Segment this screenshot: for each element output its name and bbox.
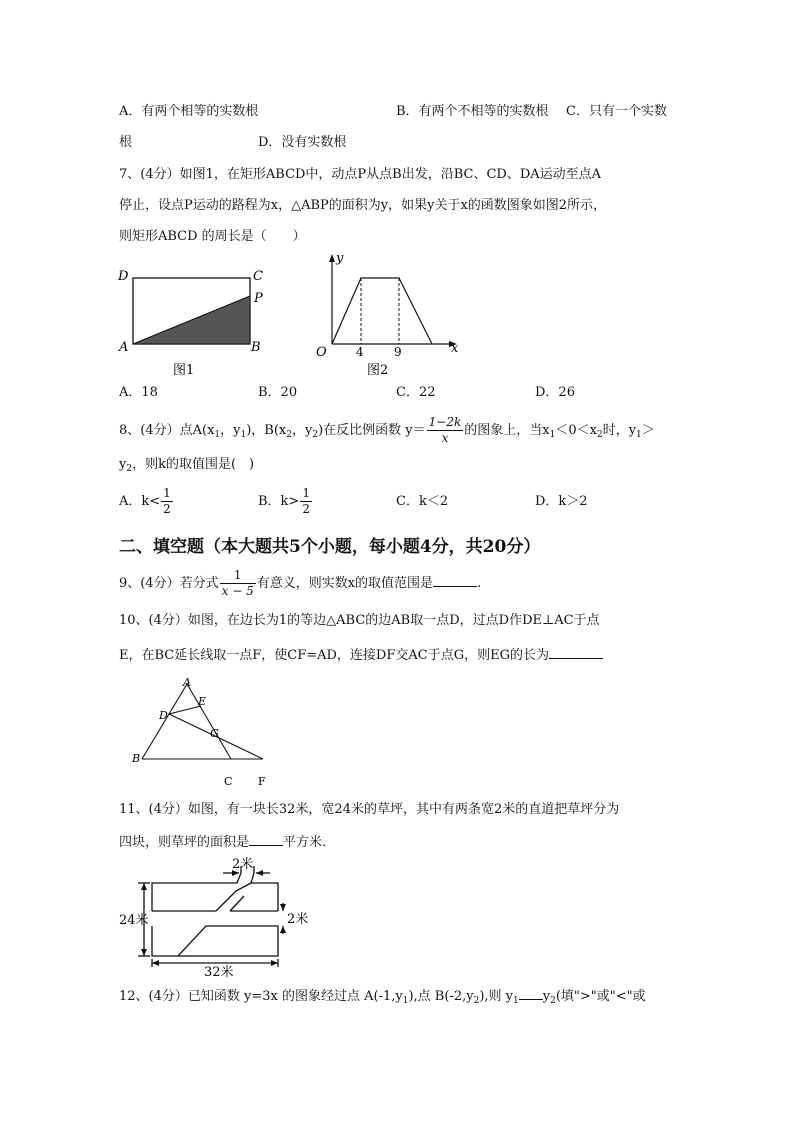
fig1-label-a: A [119,340,129,355]
fig1-caption: 图1 [173,363,195,378]
q6-option-b: B．有两个不相等的实数根 [396,104,549,119]
fig2-axis-x: x [451,341,459,356]
fig1-label-d: D [118,269,129,284]
q7-option-d: D．26 [535,385,575,400]
q8-line-2: $y_2$，则k的取值围是( ) [119,457,255,474]
q7-line-1: 7、(4分）如图1，在矩形ABCD中，动点P从点B出发，沿BC、CD、DA运动至点A [119,167,602,182]
q9-answer-blank[interactable] [433,574,477,587]
q8-option-d: D．k＞2 [535,494,588,509]
q10-label-a: A [183,676,191,689]
q10-triangle-figure [128,674,278,792]
q7-line-3: 则矩形ABCD 的周长是（ ） [119,229,306,244]
fig2-tick-4: 4 [356,345,364,359]
q6-option-c-cont: 根 [119,135,133,150]
q10-label-b: B [132,752,141,765]
q11-dim-left: 24米 [119,913,149,928]
q9-fraction: $\frac{1}{x - 5}$ [221,568,254,598]
q7-option-b: B．20 [258,385,298,400]
q7-option-a: A．18 [119,385,158,400]
q8-option-a: A．k< $\frac{1}{2}$ [119,486,171,516]
q8-option-c: C．k＜2 [396,494,449,509]
q10-line-2: E，在BC延长线取一点F，使CF=AD，连接DF交AC于点G，则EG的长为 [119,646,603,665]
q8-fraction: $\frac{1-2k}{x}$ [428,415,462,445]
fig1-label-p: P [254,291,263,306]
q12-line: 12、(4分）已知函数 y=3x 的图象经过点 $A(-1,y_1)$,点 $B(-2,y_2)$,则 $y_1$ $y_2$(填">"或"<"或 [119,989,646,1006]
fig2-tick-9: 9 [394,345,402,359]
q6-option-d: D．没有实数根 [258,135,347,150]
q10-label-d: D [159,709,168,722]
q11-line-2: 四块，则草坪的面积是 平方米． [119,835,336,850]
fig2-axis-y: y [336,251,344,266]
q10-label-e: E [198,695,207,708]
fig2-origin: O [316,345,327,360]
q11-line-1: 11、(4分）如图，有一块长32米，宽24米的草坪，其中有两条宽2米的直道把草坪分为 [119,802,620,817]
fig1-label-c: C [253,269,263,284]
q7-option-c: C．22 [396,385,436,400]
q8-option-b: B．k> $\frac{1}{2}$ [258,486,310,516]
q12-answer-blank[interactable] [519,987,543,1000]
q11-dim-right: 2米 [287,912,309,927]
q7-figure-1-rectangle [133,278,250,344]
q10-answer-blank[interactable] [549,646,603,659]
q10-label-c: C [224,775,233,788]
q10-label-f: F [258,775,266,788]
q7-line-2: 停止，设点P运动的路程为x，△ABP的面积为y，如果y关于x的函数图象如图2所示， [119,198,607,213]
q11-dim-top: 2米 [232,857,254,872]
q7-figure-2-graph [329,254,457,347]
q6-option-c: C．只有一个实数 [566,104,667,119]
q9-line: 9、(4分）若分式 $\frac{1}{x - 5}$ 有意义，则实数x的取值范围是 . [119,568,482,598]
fig1-label-b: B [251,340,261,355]
q11-lawn-figure [118,856,328,980]
section-2-heading: 二、填空题（本大题共5个小题，每小题4分，共20分） [119,537,541,557]
q11-dim-bottom: 32米 [204,965,234,980]
q7-figures [110,250,480,382]
q11-answer-blank[interactable] [249,833,283,846]
q10-label-g: G [210,727,219,740]
q8-line-1: 8、(4分）点$A(x_1$，$y_1$)，$B(x_2$，$y_2$)在反比例函数 y＝ $\frac{1-2k}{x}$ 的图象上，当$x_1<0<x_2$时，$y_1>$ [119,415,655,445]
fig2-caption: 图2 [367,363,389,378]
q10-line-1: 10、(4分）如图，在边长为1的等边△ABC的边AB取一点D，过点D作DE⊥AC于点 [119,613,600,628]
q6-option-a: A．有两个相等的实数根 [119,104,259,119]
